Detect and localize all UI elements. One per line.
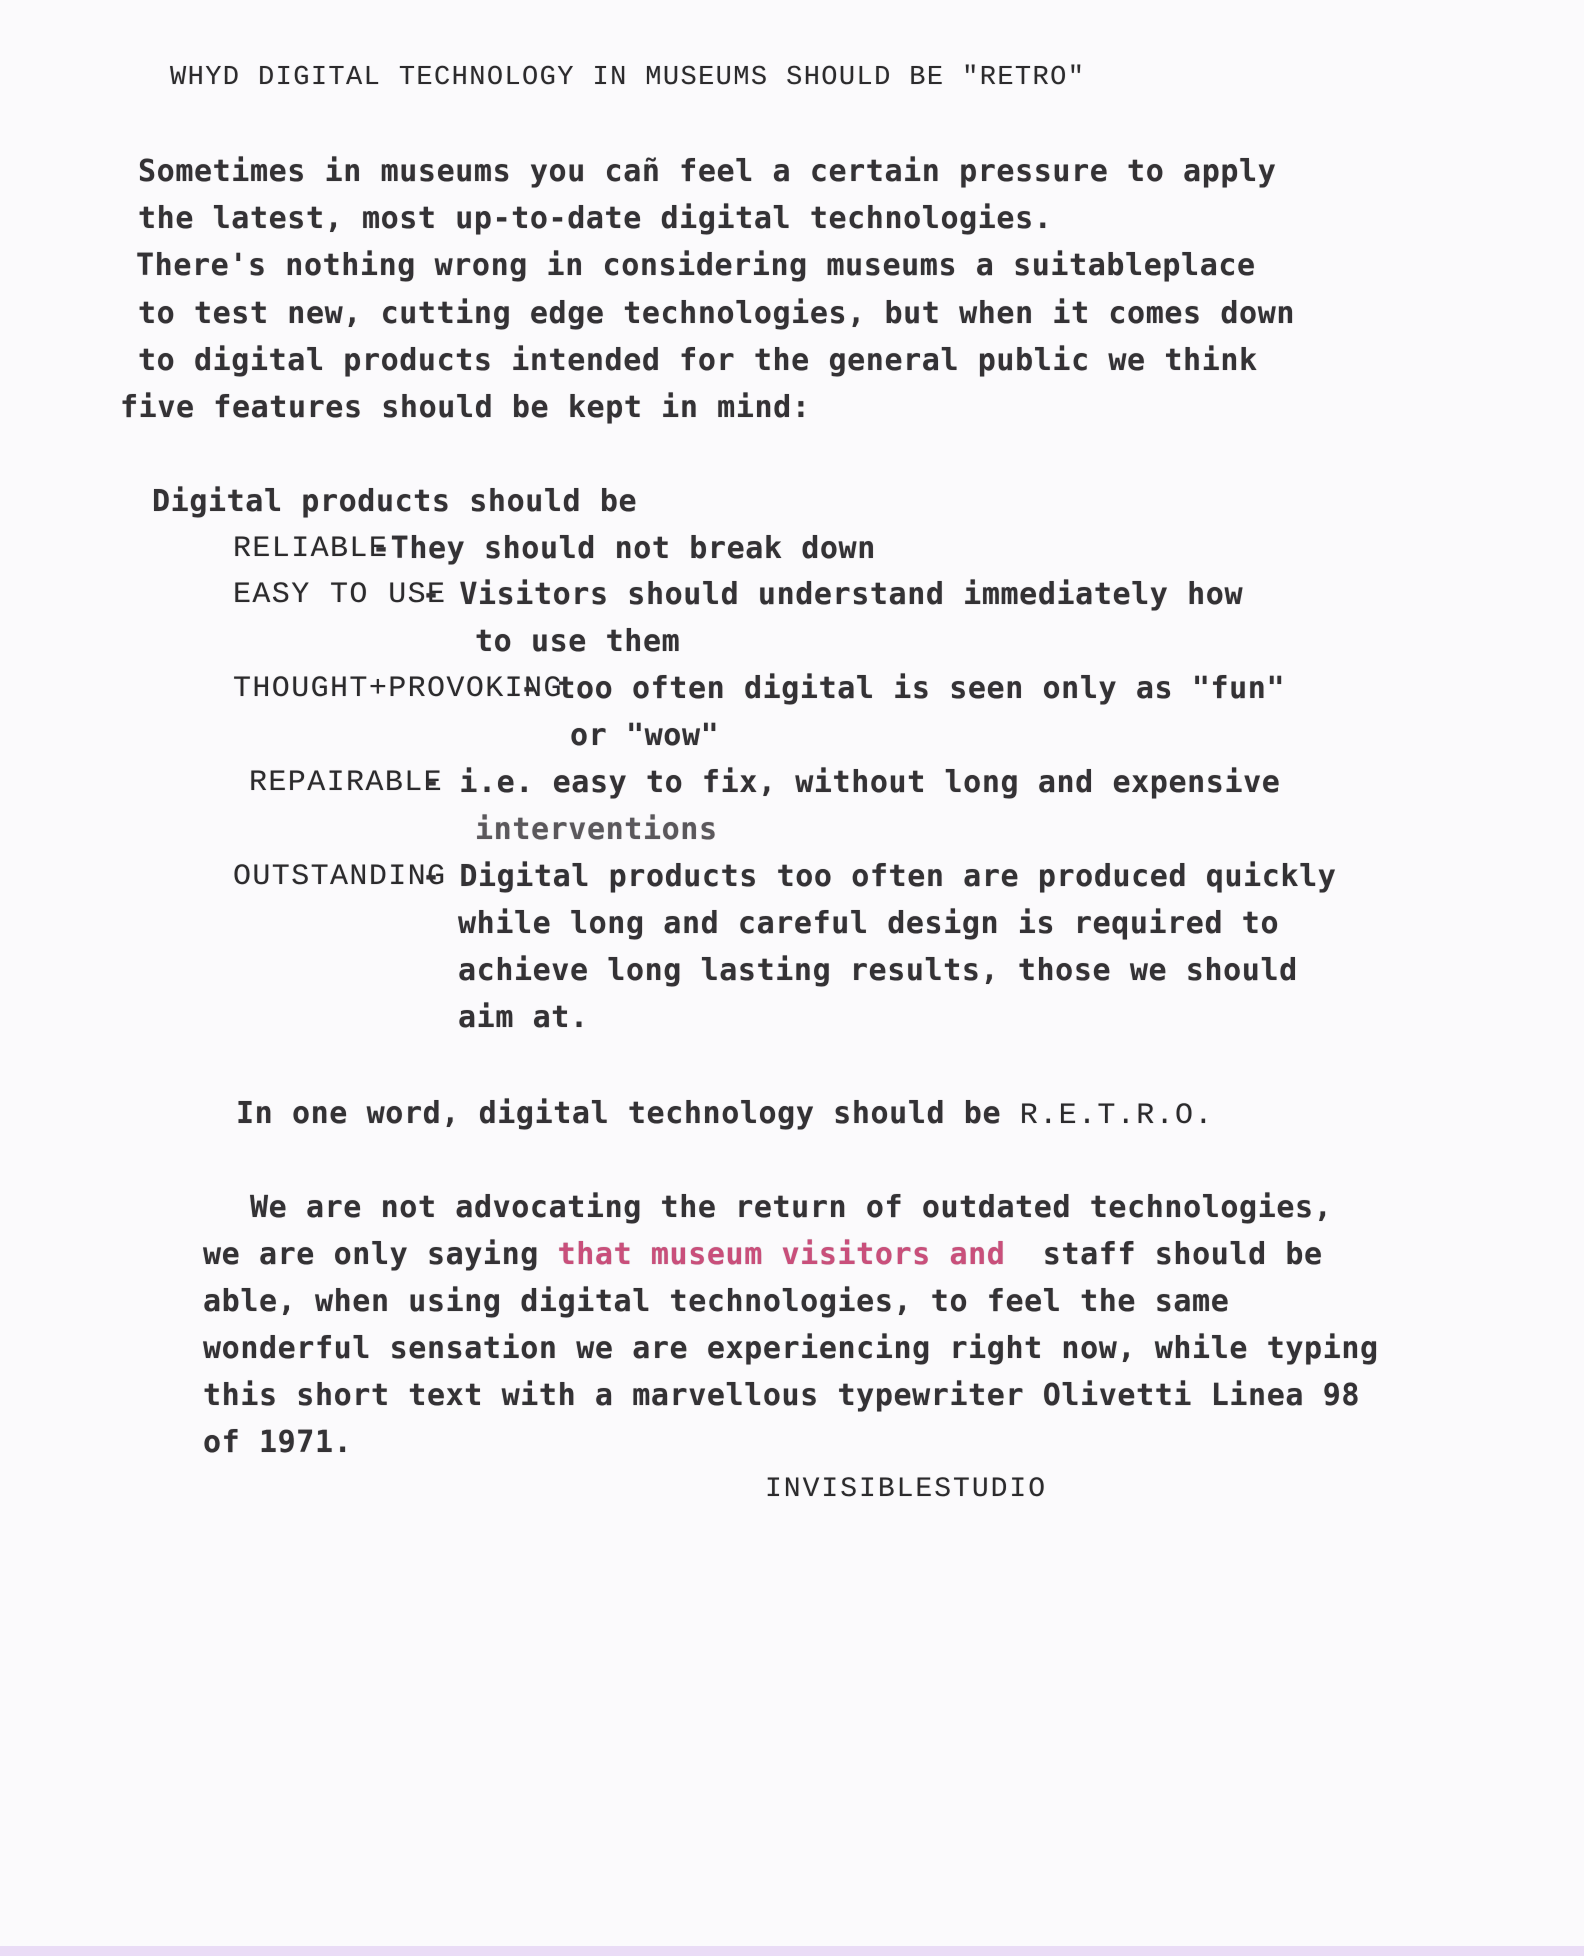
- feature-repairable-text-1: - i.e. easy to fix, without long and expensive: [422, 765, 1281, 800]
- feature-reliable-term: RELIABLE: [233, 532, 389, 566]
- feature-easy-text-1: - Visitors should understand immediately how: [422, 577, 1244, 612]
- list-intro: Digital products should be: [152, 484, 638, 519]
- intro-line-6: five features should be kept in mind:: [120, 390, 811, 425]
- feature-outstanding-term: OUTSTANDING: [233, 860, 447, 894]
- document-title: WHYD DIGITAL TECHNOLOGY IN MUSEUMS SHOULD BE "RETRO": [170, 63, 1086, 93]
- summary-line: [236, 1096, 1214, 1134]
- signature: INVISIBLESTUDIO: [765, 1474, 1048, 1505]
- intro-line-3: There's nothing wrong in considering museums a suitableplace: [136, 248, 1256, 283]
- feature-outstanding-text-1: - Digital products too often are produced quickly: [422, 859, 1337, 894]
- feature-repairable-term: REPAIRABLE: [249, 766, 444, 800]
- closing-line-4: wonderful sensation we are experiencing right now, while typing: [203, 1331, 1379, 1366]
- feature-outstanding-text-3: achieve long lasting results, those we should: [458, 953, 1298, 988]
- summary-lead: In one word, digital technology should be: [236, 1096, 1020, 1131]
- feature-repairable-text-2: interventions: [475, 812, 718, 847]
- closing-line-2-end: staff should be: [1005, 1237, 1323, 1272]
- closing-line-5: this short text with a marvellous typewriter Olivetti Linea 98: [203, 1378, 1361, 1413]
- feature-thought-text-2: or "wow": [570, 718, 720, 753]
- feature-easy-term: EASY TO USE: [233, 578, 447, 612]
- feature-reliable-text: -They should not break down: [372, 531, 876, 566]
- intro-line-4: to test new, cutting edge technologies, but when it comes down: [138, 296, 1296, 331]
- feature-thought-text-1: - too often digital is seen only as "fun": [520, 671, 1286, 706]
- scan-edge-band: [0, 1946, 1584, 1956]
- closing-line-2: [203, 1237, 1323, 1273]
- closing-line-2-start: we are only saying: [203, 1237, 558, 1272]
- intro-line-2: the latest, most up-to-date digital technologies.: [138, 201, 1053, 236]
- summary-acronym: R.E.T.R.O.: [1019, 1099, 1214, 1133]
- closing-highlight: that museum visitors and: [557, 1237, 1006, 1272]
- feature-thought-term: THOUGHT+PROVOKING: [233, 672, 563, 706]
- intro-line-1: Sometimes in museums you cañ feel a certain pressure to apply: [138, 154, 1277, 189]
- feature-outstanding-text-2: while long and careful design is required to: [458, 906, 1280, 941]
- closing-line-1: We are not advocating the return of outdated technologies,: [250, 1190, 1333, 1225]
- intro-line-5: to digital products intended for the general public we think: [138, 343, 1258, 378]
- closing-line-6: of 1971.: [203, 1425, 353, 1460]
- feature-easy-text-2: to use them: [475, 624, 681, 659]
- closing-line-3: able, when using digital technologies, to feel the same: [203, 1284, 1230, 1319]
- feature-outstanding-text-4: aim at.: [458, 1000, 589, 1035]
